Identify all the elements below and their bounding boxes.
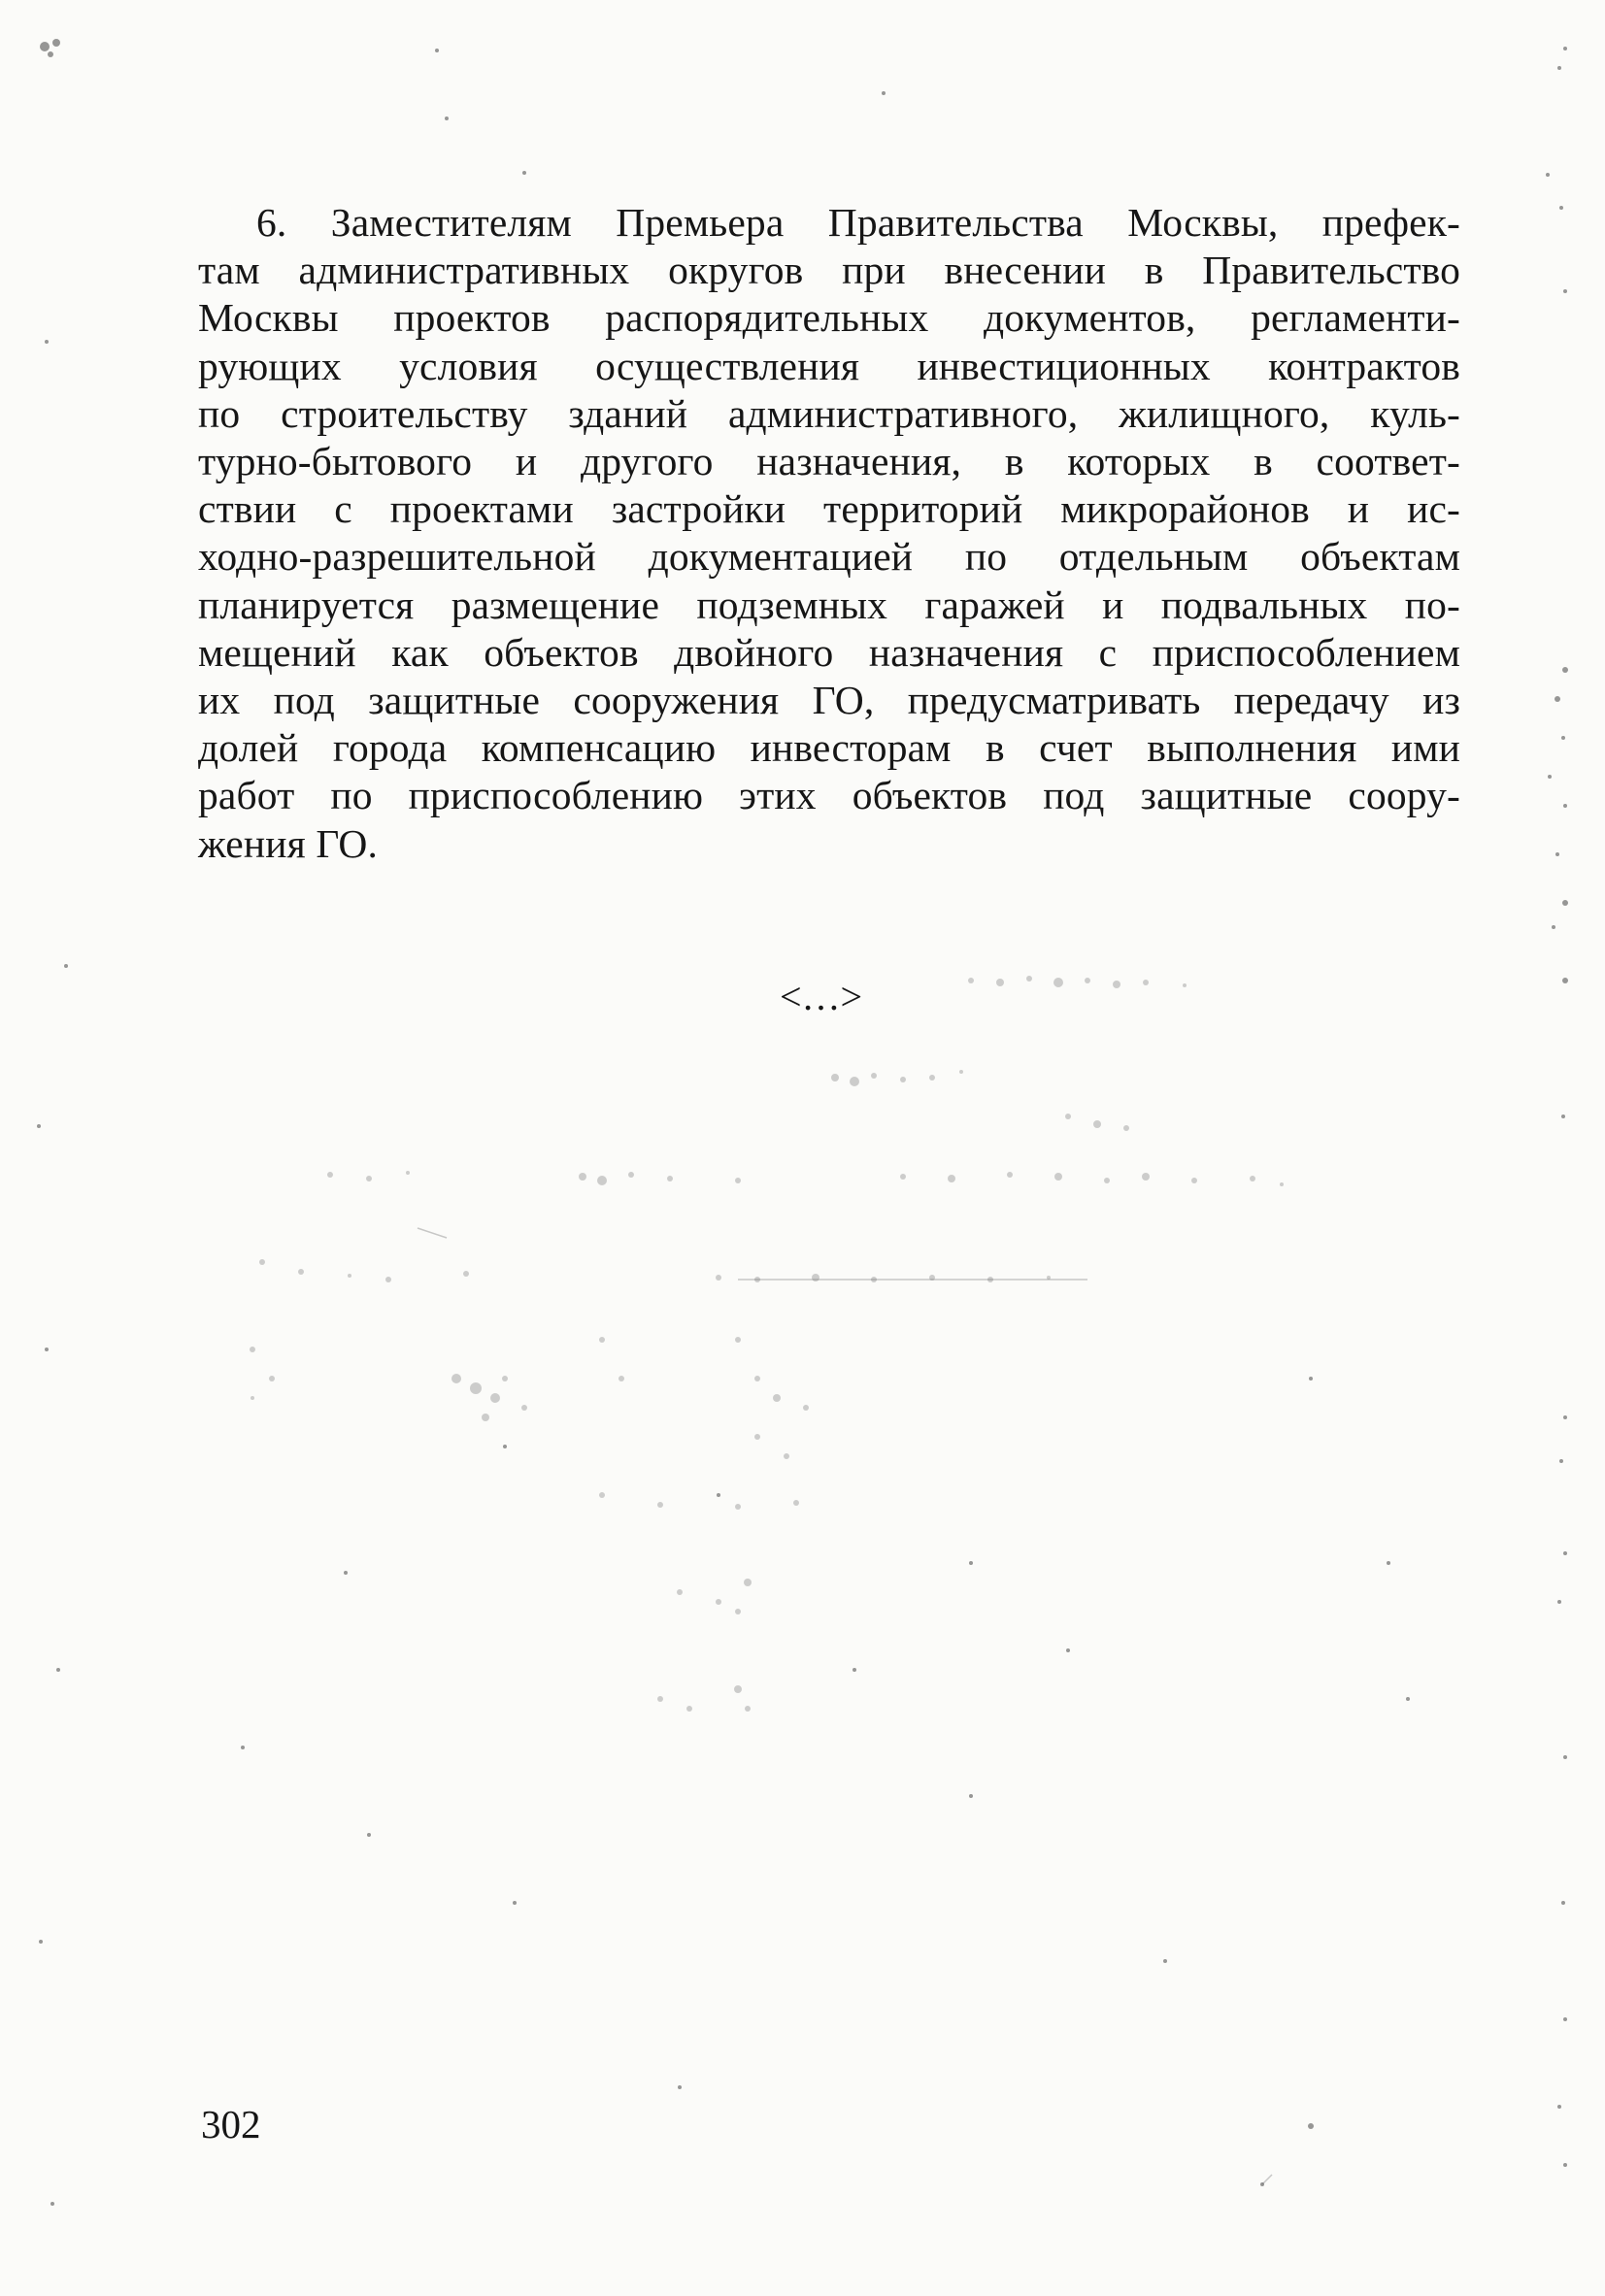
paragraph-line: долей города компенсацию инвесторам в счет выполнения ими xyxy=(198,725,1460,771)
body-paragraph xyxy=(198,199,1460,868)
paragraph-line: по строительству зданий административного, жилищного, куль- xyxy=(198,390,1460,436)
paragraph-line: жения ГО. xyxy=(198,820,379,866)
paragraph-line: рующих условия осуществления инвестиционных контрактов xyxy=(198,343,1460,388)
paragraph-line: мещений как объектов двойного назначения с приспособлением xyxy=(198,629,1460,675)
paragraph-line: 6. Заместителям Премьера Правительства Москвы, префек- xyxy=(256,200,1460,245)
paragraph-line: Москвы проектов распорядительных документов, регламенти- xyxy=(198,295,1460,341)
paragraph-line: планируется размещение подземных гаражей и подвальных по- xyxy=(198,582,1460,627)
paragraph-line: работ по приспособлению этих объектов под защитные соору- xyxy=(198,773,1460,818)
paragraph-line: их под защитные сооружения ГО, предусматривать передачу из xyxy=(198,678,1460,723)
paragraph-line: турно-бытового и другого назначения, в которых в соответ- xyxy=(198,439,1460,484)
omission-mark: <…> xyxy=(780,975,863,1018)
paragraph-line: ходно-разрешительной документацией по отдельным объектам xyxy=(198,534,1460,580)
page-number: 302 xyxy=(201,2102,261,2146)
paragraph-line: ствии с проектами застройки территорий микрорайонов и ис- xyxy=(198,486,1460,532)
paragraph-line: там административных округов при внесении в Правительство xyxy=(198,248,1460,293)
